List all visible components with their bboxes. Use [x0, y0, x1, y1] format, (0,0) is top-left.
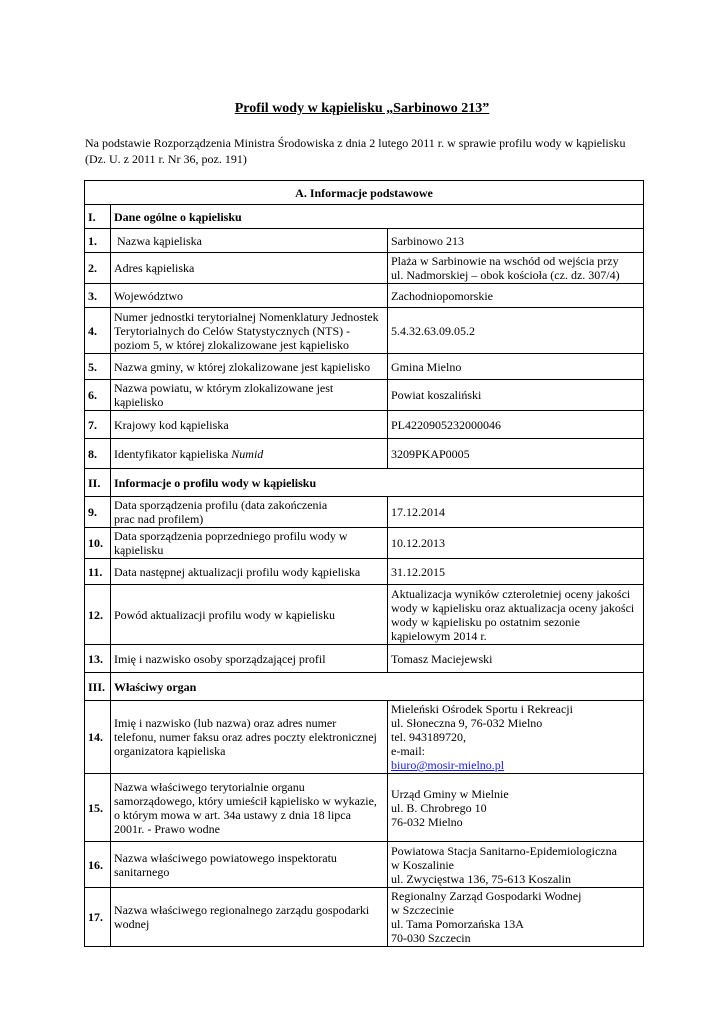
row-value: Tomasz Maciejewski: [388, 645, 644, 673]
row-label: Adres kąpieliska: [111, 253, 388, 284]
row-number: 16.: [85, 842, 111, 888]
table-row: [85, 701, 644, 774]
row-label: Województwo: [111, 284, 388, 308]
group-title: Informacje o profilu wody w kąpielisku: [111, 469, 644, 497]
row-value: Powiatowa Stacja Sanitarno-Epidemiologiczna w Koszalinie ul. Zwycięstwa 136, 75-613 Koszalin: [388, 842, 644, 888]
row-label: Nazwa gminy, w której zlokalizowane jest kąpielisko: [111, 354, 388, 380]
row-label: Data sporządzenia profilu (data zakończenia prac nad profilem): [111, 497, 388, 528]
row-number: 7.: [85, 411, 111, 439]
row-label: Data następnej aktualizacji profilu wody kąpieliska: [111, 559, 388, 585]
table-row: [85, 888, 644, 947]
table-row: [85, 559, 644, 585]
table-row: [85, 229, 644, 253]
row-number: 12.: [85, 585, 111, 645]
row-value: 3209PKAP0005: [388, 439, 644, 469]
row-number: 3.: [85, 284, 111, 308]
row-value: 10.12.2013: [388, 528, 644, 559]
table-row: [85, 253, 644, 284]
row-label: Nazwa właściwego regionalnego zarządu gospodarki wodnej: [111, 888, 388, 947]
row-value: Mieleński Ośrodek Sportu i Rekreacji ul. Słoneczna 9, 76-032 Mielno tel. 943189720, e-mail: biuro@mosir-mielno.pl: [388, 701, 644, 774]
row-number: 15.: [85, 774, 111, 842]
group-header-row: [85, 205, 644, 229]
row-number: 17.: [85, 888, 111, 947]
email-link[interactable]: biuro@mosir-mielno.pl: [391, 758, 505, 772]
row-number: 8.: [85, 439, 111, 469]
row-value: 17.12.2014: [388, 497, 644, 528]
row-number: 11.: [85, 559, 111, 585]
table-row: [85, 585, 644, 645]
row-value: Gmina Mielno: [388, 354, 644, 380]
group-number: III.: [85, 673, 111, 701]
table-row: [85, 354, 644, 380]
row-label: Nazwa właściwego terytorialnie organu samorządowego, który umieścił kąpielisko w wykazie, o którym mowa w art. 34a ustawy z dnia 18 lipca 2001r. - Prawo wodne: [111, 774, 388, 842]
intro-line-1: Na podstawie Rozporządzenia Ministra Środowiska z dnia 2 lutego 2011 r. w sprawie profilu wody w kąpielisku: [85, 136, 626, 150]
table-row: [85, 842, 644, 888]
row-number: 13.: [85, 645, 111, 673]
table-row: [85, 439, 644, 469]
row-value: Regionalny Zarząd Gospodarki Wodnej w Szczecinie ul. Tama Pomorzańska 13A 70-030 Szczecin: [388, 888, 644, 947]
row-number: 2.: [85, 253, 111, 284]
row-number: 10.: [85, 528, 111, 559]
row-value: PL4220905232000046: [388, 411, 644, 439]
table-row: [85, 380, 644, 411]
row-value: Urząd Gminy w Mielnie ul. B. Chrobrego 10 76-032 Mielno: [388, 774, 644, 842]
row-number: 9.: [85, 497, 111, 528]
group-number: I.: [85, 205, 111, 229]
row-number: 1.: [85, 229, 111, 253]
group-number: II.: [85, 469, 111, 497]
row-label: Krajowy kod kąpieliska: [111, 411, 388, 439]
row-number: 6.: [85, 380, 111, 411]
row-number: 4.: [85, 308, 111, 354]
table-row: [85, 308, 644, 354]
group-title: Właściwy organ: [111, 673, 644, 701]
table-row: [85, 645, 644, 673]
row-label: Numer jednostki terytorialnej Nomenklatury Jednostek Terytorialnych do Celów Statystycznych (NTS) - poziom 5, w której zlokalizowane jest kąpielisko: [111, 308, 388, 354]
row-label: Nazwa właściwego powiatowego inspektoratu sanitarnego: [111, 842, 388, 888]
table-row: [85, 528, 644, 559]
row-number: 14.: [85, 701, 111, 774]
row-label: Imię i nazwisko (lub nazwa) oraz adres numer telefonu, numer faksu oraz adres poczty elektronicznej organizatora kąpieliska: [111, 701, 388, 774]
row-label: Nazwa powiatu, w którym zlokalizowane jest kąpielisko: [111, 380, 388, 411]
table-row: [85, 411, 644, 439]
row-value: Aktualizacja wyników czteroletniej oceny jakości wody w kąpielisku oraz aktualizacja oceny jakości wody w kąpielisku po ostatnim sezonie kąpielowym 2014 r.: [388, 585, 644, 645]
table-row: [85, 497, 644, 528]
table-row: [85, 284, 644, 308]
row-label: Powód aktualizacji profilu wody w kąpielisku: [111, 585, 388, 645]
row-label: Identyfikator kąpieliska Numid: [111, 439, 388, 469]
intro-line-2: (Dz. U. z 2011 r. Nr 36, poz. 191): [85, 152, 247, 166]
row-value: Zachodniopomorskie: [388, 284, 644, 308]
profile-table: [84, 180, 644, 947]
table-row: [85, 774, 644, 842]
intro-text: [85, 135, 645, 167]
document-title: Profil wody w kąpielisku „Sarbinowo 213”: [234, 101, 490, 116]
group-header-row: [85, 673, 644, 701]
row-label: Nazwa kąpieliska: [111, 229, 388, 253]
section-header-row: [85, 181, 644, 205]
row-value: Powiat koszaliński: [388, 380, 644, 411]
group-title: Dane ogólne o kąpielisku: [111, 205, 644, 229]
row-value: 5.4.32.63.09.05.2: [388, 308, 644, 354]
row-number: 5.: [85, 354, 111, 380]
row-label: Data sporządzenia poprzedniego profilu wody w kąpielisku: [111, 528, 388, 559]
section-a-title: A. Informacje podstawowe: [85, 181, 644, 205]
row-value: 31.12.2015: [388, 559, 644, 585]
group-header-row: [85, 469, 644, 497]
row-value: Plaża w Sarbinowie na wschód od wejścia przy ul. Nadmorskiej – obok kościoła (cz. dz. 307/4): [388, 253, 644, 284]
row-value: Sarbinowo 213: [388, 229, 644, 253]
row-label: Imię i nazwisko osoby sporządzającej profil: [111, 645, 388, 673]
